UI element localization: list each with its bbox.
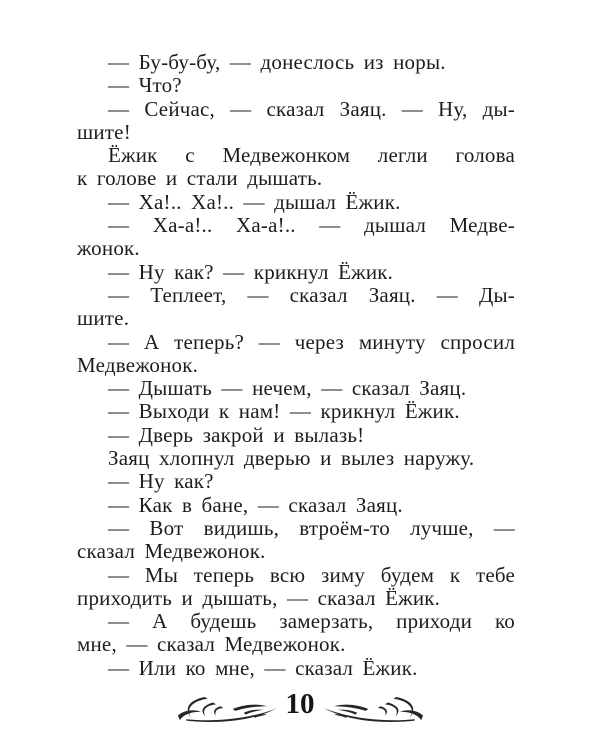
text-line: Заяц хлопнул дверью и вылез наружу.: [108, 446, 475, 471]
text-line: — Ну как? — крикнул Ёжик.: [108, 259, 394, 284]
text-line: сказал Медвежонок.: [77, 539, 266, 564]
flourish-right-ornament-icon: [322, 695, 424, 723]
text-line: Ёжик с Медвежонком легли голова: [108, 143, 515, 168]
text-line: — Дверь закрой и вылазь!: [108, 422, 365, 447]
text-line: жонок.: [77, 236, 140, 261]
text-line: — Ну как?: [108, 469, 214, 494]
story-text: [77, 51, 515, 680]
text-line: — А теперь? — через минуту спросил: [108, 329, 515, 354]
text-line: приходить и дышать, — сказал Ёжик.: [77, 585, 441, 610]
text-line: — Дышать — нечем, — сказал Заяц.: [108, 376, 467, 401]
text-line: Медвежонок.: [77, 352, 199, 377]
text-line: — Мы теперь всю зиму будем к тебе: [108, 562, 515, 587]
text-line: к голове и стали дышать.: [77, 166, 323, 191]
text-line: — Вот видишь, втроём-то лучше, —: [108, 515, 515, 540]
text-line: — Бу-бу-бу, — донеслось из норы.: [108, 50, 446, 74]
text-line: — Выходи к нам! — крикнул Ёжик.: [108, 399, 460, 424]
text-line: — Как в бане, — сказал Заяц.: [108, 492, 403, 517]
text-line: — Ха-а!.. Ха-а!.. — дышал Медве-: [108, 213, 515, 238]
page-number: 10: [285, 687, 315, 720]
text-line: мне, — сказал Медвежонок.: [77, 632, 346, 657]
text-line: — Сейчас, — сказал Заяц. — Ну, ды-: [108, 96, 515, 121]
text-line: — Ха!.. Ха!.. — дышал Ёжик.: [108, 189, 401, 214]
page-footer: [0, 689, 600, 725]
flourish-left-ornament-icon: [177, 695, 279, 723]
text-line: шите.: [77, 306, 130, 331]
text-line: — Что?: [108, 73, 182, 98]
text-line: — Теплеет, — сказал Заяц. — Ды-: [108, 282, 515, 307]
text-line: шите!: [77, 119, 131, 144]
text-line: — А будешь замерзать, приходи ко: [108, 609, 515, 634]
text-line: — Или ко мне, — сказал Ёжик.: [108, 655, 418, 680]
